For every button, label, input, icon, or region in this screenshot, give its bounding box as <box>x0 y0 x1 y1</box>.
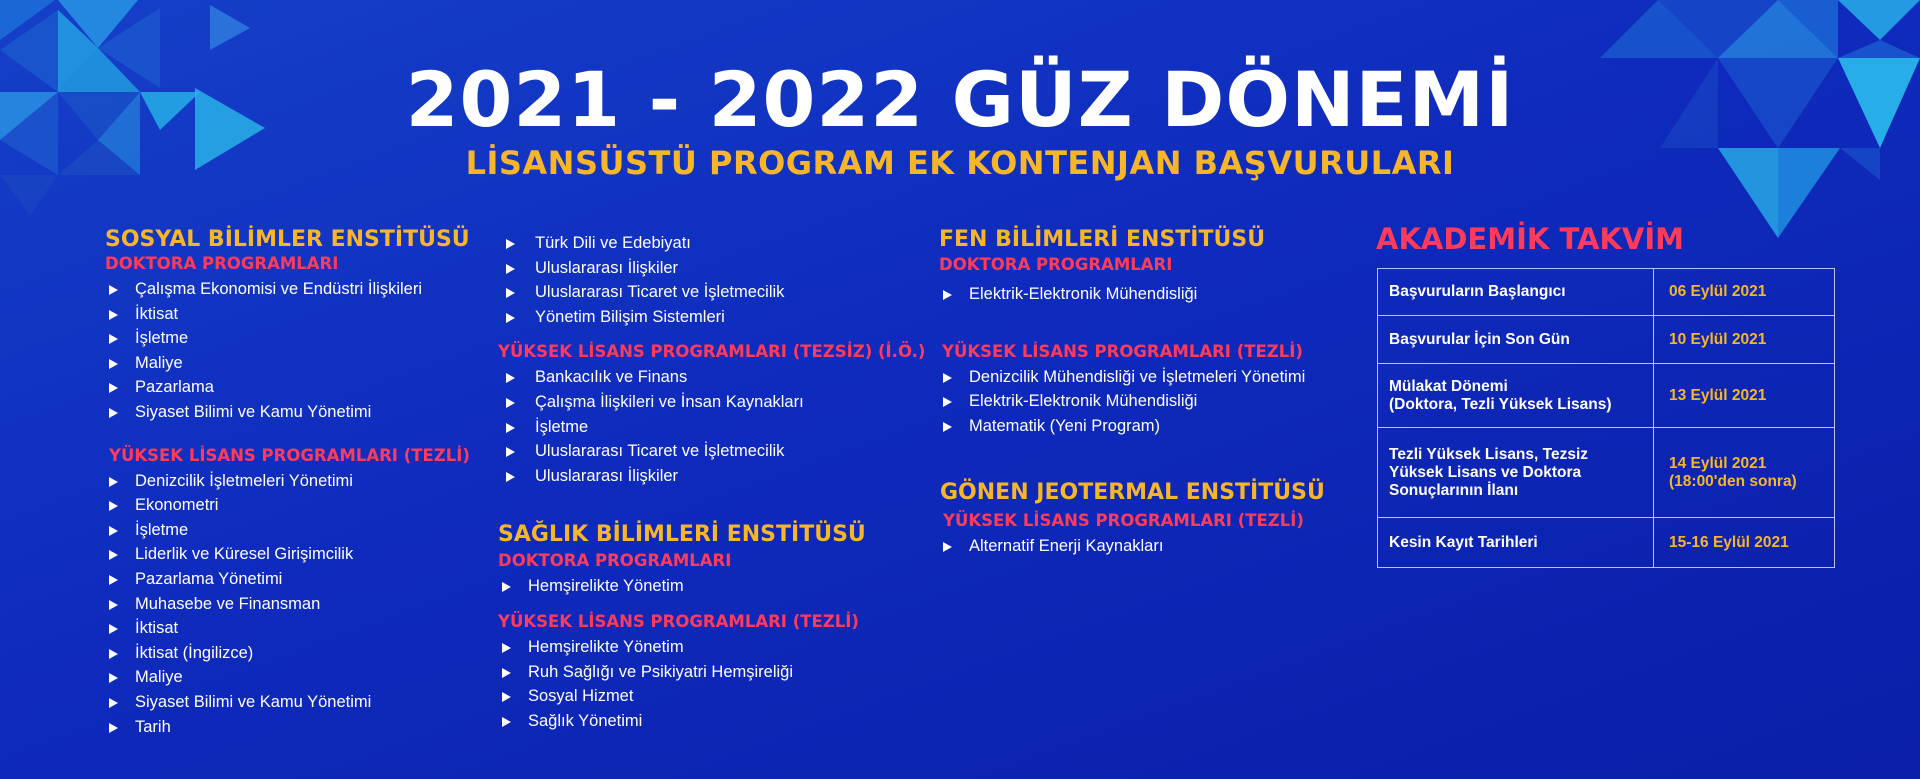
program-item <box>939 414 1359 439</box>
program-heading: DOKTORA PROGRAMLARI <box>105 254 339 273</box>
sosyal-bilimler-section <box>105 227 485 739</box>
program-item-label: Bankacılık ve Finans <box>535 368 688 387</box>
bullet-triangle-icon <box>502 582 511 592</box>
program-item-label: Muhasebe ve Finansman <box>135 594 321 613</box>
program-item <box>498 231 928 256</box>
program-item <box>498 365 928 390</box>
program-item-label: Ekonometri <box>135 496 219 515</box>
calendar-row <box>1378 518 1835 568</box>
program-list <box>498 231 928 329</box>
program-item-label: Siyaset Bilimi ve Kamu Yönetimi <box>135 692 372 711</box>
calendar-event-label: Tezli Yüksek Lisans, Tezsiz Yüksek Lisans ve Doktora Sonuçlarının İlanı <box>1378 428 1654 518</box>
calendar-event-date: 13 Eylül 2021 <box>1654 364 1835 428</box>
program-list <box>498 635 928 733</box>
bullet-triangle-icon <box>506 472 515 482</box>
program-item-label: Uluslararası İlişkiler <box>535 258 679 277</box>
bullet-triangle-icon <box>109 526 118 536</box>
program-item-label: Sosyal Hizmet <box>528 687 634 706</box>
program-item <box>105 375 485 400</box>
bullet-triangle-icon <box>109 600 118 610</box>
program-item-label: Alternatif Enerji Kaynakları <box>969 537 1164 556</box>
calendar-row <box>1378 428 1835 518</box>
fen-bilimleri-section <box>939 227 1359 559</box>
bullet-triangle-icon <box>506 264 515 274</box>
program-heading: DOKTORA PROGRAMLARI <box>939 255 1173 274</box>
program-item <box>498 280 928 305</box>
program-item-label: Çalışma Ekonomisi ve Endüstri İlişkileri <box>135 280 423 298</box>
program-item-label: Çalışma İlişkileri ve İnsan Kaynakları <box>535 392 804 411</box>
program-item <box>939 282 1359 307</box>
program-item-label: Matematik (Yeni Program) <box>969 416 1161 435</box>
program-item <box>498 464 928 489</box>
bullet-triangle-icon <box>109 649 118 659</box>
program-item <box>105 542 485 567</box>
bullet-triangle-icon <box>109 624 118 634</box>
bullet-triangle-icon <box>506 239 515 249</box>
program-item-label: İşletme <box>535 417 589 436</box>
sosyal-bilimler-continued <box>498 231 928 733</box>
program-item-label: Denizcilik İşletmeleri Yönetimi <box>135 471 353 490</box>
program-item <box>105 469 485 494</box>
calendar-event-label: Başvuruların Başlangıcı <box>1378 269 1654 316</box>
program-item-label: Tarih <box>135 717 171 736</box>
program-item-label: İktisat (İngilizce) <box>135 643 254 662</box>
program-item-label: Pazarlama <box>135 378 214 397</box>
program-heading: YÜKSEK LİSANS PROGRAMLARI (TEZLİ) <box>109 445 470 465</box>
calendar-row <box>1378 364 1835 428</box>
program-item <box>939 365 1359 390</box>
page-subtitle: LİSANSÜSTÜ PROGRAM EK KONTENJAN BAŞVURULARI <box>465 144 1455 182</box>
program-heading: YÜKSEK LİSANS PROGRAMLARI (TEZLİ) <box>943 511 1304 531</box>
program-item-label: Uluslararası Ticaret ve İşletmecilik <box>535 442 785 461</box>
bullet-triangle-icon <box>506 398 515 408</box>
calendar-event-label: Başvurular İçin Son Gün <box>1378 316 1654 364</box>
program-heading: YÜKSEK LİSANS PROGRAMLARI (TEZSİZ) (İ.Ö.) <box>498 342 926 362</box>
bullet-triangle-icon <box>943 290 952 300</box>
calendar-title: AKADEMİK TAKVİM <box>1376 222 1684 256</box>
bullet-triangle-icon <box>506 423 515 433</box>
program-item <box>498 635 928 660</box>
calendar-event-date: 10 Eylül 2021 <box>1654 316 1835 364</box>
program-list <box>105 469 485 740</box>
calendar-event-date: 06 Eylül 2021 <box>1654 269 1835 316</box>
bullet-triangle-icon <box>109 334 118 344</box>
bullet-triangle-icon <box>109 501 118 511</box>
bullet-triangle-icon <box>502 643 511 653</box>
calendar-event-label: Mülakat Dönemi (Doktora, Tezli Yüksek Lisans) <box>1378 364 1654 428</box>
calendar-row <box>1378 316 1835 364</box>
program-heading: YÜKSEK LİSANS PROGRAMLARI (TEZLİ) <box>942 341 1303 361</box>
institute-title: GÖNEN JEOTERMAL ENSTİTÜSÜ <box>940 480 1325 506</box>
bullet-triangle-icon <box>109 550 118 560</box>
program-item <box>498 684 928 709</box>
program-item <box>498 256 928 281</box>
program-item <box>498 660 928 685</box>
program-item-label: Denizcilik Mühendisliği ve İşletmeleri Yönetimi <box>969 367 1306 386</box>
program-item <box>498 709 928 734</box>
program-list <box>498 574 928 599</box>
program-item-label: Uluslararası İlişkiler <box>535 466 679 485</box>
institute-title: SOSYAL BİLİMLER ENSTİTÜSÜ <box>105 227 470 252</box>
program-heading: DOKTORA PROGRAMLARI <box>498 551 732 571</box>
program-item <box>105 690 485 715</box>
program-item-label: Maliye <box>135 353 183 372</box>
program-item-label: Sağlık Yönetimi <box>528 711 643 730</box>
bullet-triangle-icon <box>502 717 511 727</box>
program-item-label: Hemşirelikte Yönetim <box>528 637 684 656</box>
program-item-label: Elektrik-Elektronik Mühendisliği <box>969 392 1198 411</box>
bullet-triangle-icon <box>109 310 118 320</box>
program-item <box>105 518 485 543</box>
program-item-label: Pazarlama Yönetimi <box>135 569 283 588</box>
institute-title: FEN BİLİMLERİ ENSTİTÜSÜ <box>939 227 1266 252</box>
program-item <box>105 715 485 740</box>
program-item <box>105 351 485 376</box>
bullet-triangle-icon <box>506 313 515 323</box>
program-item <box>939 534 1359 559</box>
program-item <box>939 389 1359 414</box>
program-item-label: Siyaset Bilimi ve Kamu Yönetimi <box>135 402 372 421</box>
program-item <box>105 592 485 617</box>
calendar-event-date: 15-16 Eylül 2021 <box>1654 518 1835 568</box>
program-item <box>105 326 485 351</box>
program-item-label: Türk Dili ve Edebiyatı <box>535 234 691 252</box>
program-item <box>498 415 928 440</box>
program-item <box>105 665 485 690</box>
page-title: 2021 - 2022 GÜZ DÖNEMİ <box>405 55 1515 144</box>
institute-title: SAĞLIK BİLİMLERİ ENSTİTÜSÜ <box>498 522 866 548</box>
program-item-label: Maliye <box>135 668 183 687</box>
bullet-triangle-icon <box>502 668 511 678</box>
program-item-label: Ruh Sağlığı ve Psikiyatri Hemşireliği <box>528 662 794 681</box>
bullet-triangle-icon <box>109 698 118 708</box>
program-item <box>498 574 928 599</box>
program-item <box>498 305 928 330</box>
program-item-label: Liderlik ve Küresel Girişimcilik <box>135 545 354 564</box>
bullet-triangle-icon <box>502 692 511 702</box>
program-list <box>105 277 485 425</box>
bullet-triangle-icon <box>109 673 118 683</box>
program-item <box>498 390 928 415</box>
program-item-label: Yönetim Bilişim Sistemleri <box>535 307 725 326</box>
program-list <box>939 282 1359 307</box>
bullet-triangle-icon <box>506 288 515 298</box>
program-item <box>105 400 485 425</box>
program-item <box>105 641 485 666</box>
bullet-triangle-icon <box>943 373 952 383</box>
calendar-event-label: Kesin Kayıt Tarihleri <box>1378 518 1654 568</box>
calendar-event-date: 14 Eylül 2021 (18:00'den sonra) <box>1654 428 1835 518</box>
calendar-row <box>1378 269 1835 316</box>
bullet-triangle-icon <box>506 373 515 383</box>
program-list <box>939 534 1359 559</box>
program-item-label: Hemşirelikte Yönetim <box>528 577 684 596</box>
bullet-triangle-icon <box>109 359 118 369</box>
bullet-triangle-icon <box>943 542 952 552</box>
academic-calendar-table <box>1377 268 1835 568</box>
program-list <box>939 365 1359 439</box>
bullet-triangle-icon <box>109 383 118 393</box>
bullet-triangle-icon <box>506 447 515 457</box>
bullet-triangle-icon <box>109 408 118 418</box>
bullet-triangle-icon <box>109 575 118 585</box>
program-item <box>105 616 485 641</box>
bullet-triangle-icon <box>109 723 118 733</box>
program-list <box>498 365 928 488</box>
program-item <box>105 277 485 302</box>
program-item <box>498 439 928 464</box>
program-item-label: İşletme <box>135 520 189 539</box>
bullet-triangle-icon <box>109 477 118 487</box>
program-item-label: Elektrik-Elektronik Mühendisliği <box>969 285 1198 303</box>
program-item <box>105 567 485 592</box>
program-item-label: Uluslararası Ticaret ve İşletmecilik <box>535 283 785 302</box>
program-item <box>105 302 485 327</box>
program-item-label: İktisat <box>135 304 179 323</box>
bullet-triangle-icon <box>943 422 952 432</box>
bullet-triangle-icon <box>943 397 952 407</box>
program-item-label: İşletme <box>135 329 189 348</box>
program-heading: YÜKSEK LİSANS PROGRAMLARI (TEZLİ) <box>498 611 859 631</box>
program-item <box>105 493 485 518</box>
bullet-triangle-icon <box>109 285 118 295</box>
program-item-label: İktisat <box>135 619 179 638</box>
